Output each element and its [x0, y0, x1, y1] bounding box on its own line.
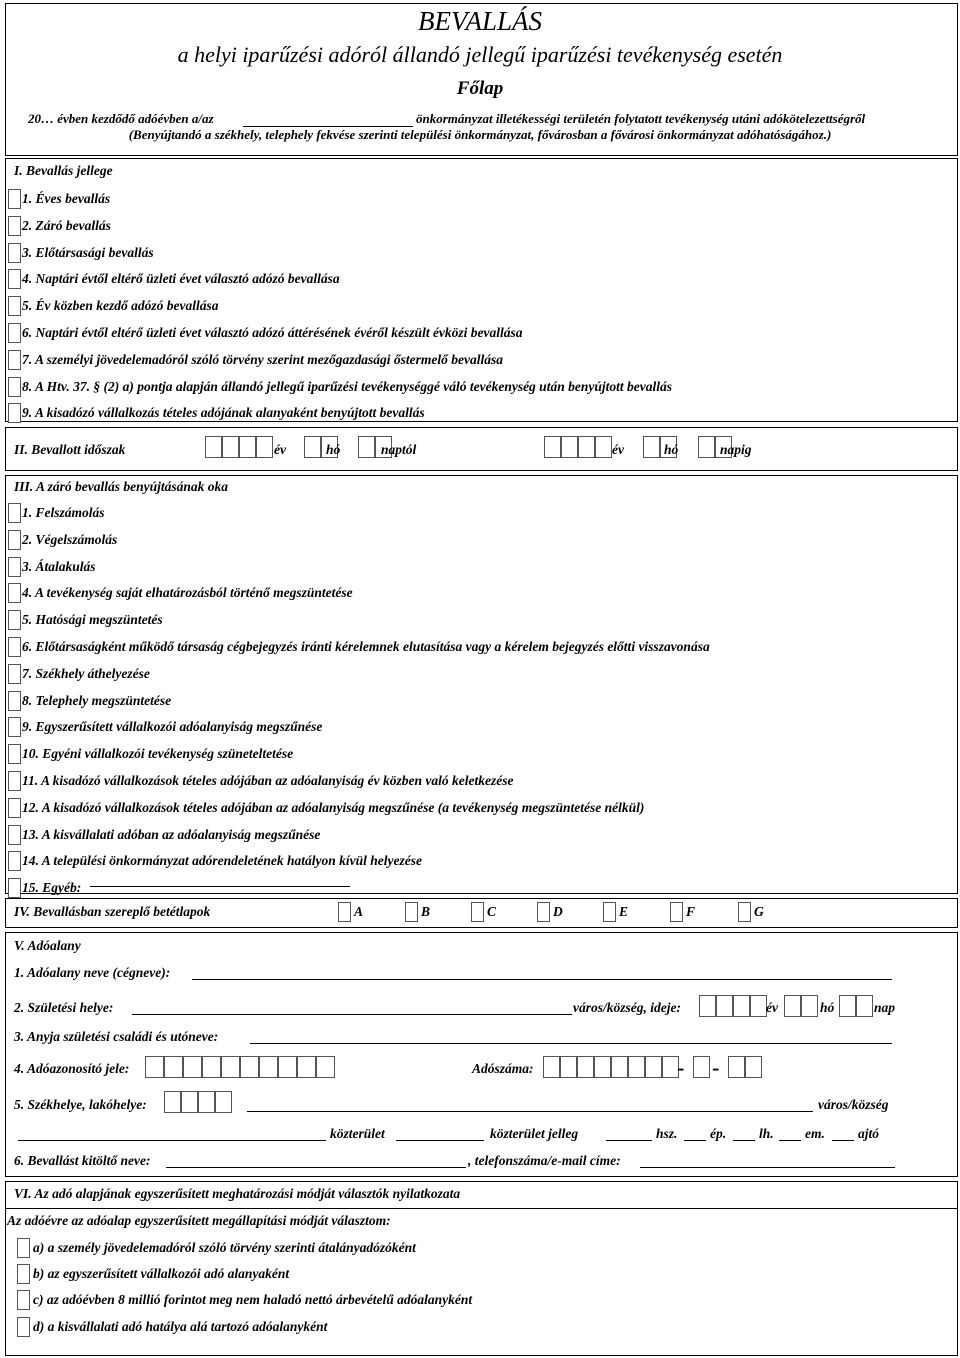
mother-name-field[interactable]: [250, 1043, 892, 1044]
to-year-box-4[interactable]: [595, 436, 612, 458]
closing-reason-checkbox-14[interactable]: [8, 851, 21, 871]
simplified-method-label-3: c) az adóévben 8 millió forintot meg nem haladó nettó árbevételű adóalanyként: [33, 1292, 473, 1308]
tax-id-box-2[interactable]: [164, 1056, 183, 1078]
zip-box-2[interactable]: [181, 1091, 198, 1113]
tax-number-box-2[interactable]: [560, 1056, 577, 1078]
taxpayer-name-field[interactable]: [192, 979, 892, 980]
to-year-box-3[interactable]: [578, 436, 595, 458]
seat-city-field[interactable]: [247, 1111, 813, 1112]
zip-box-3[interactable]: [198, 1091, 215, 1113]
tax-id-box-6[interactable]: [240, 1056, 259, 1078]
street-type-label: közterület jelleg: [490, 1126, 579, 1141]
tax-number-county-box-2[interactable]: [745, 1056, 762, 1078]
tax-id-box-7[interactable]: [259, 1056, 278, 1078]
birth-day-box-2[interactable]: [856, 995, 873, 1017]
seat-city-label: város/község: [818, 1097, 889, 1112]
birth-month-box-2[interactable]: [801, 995, 818, 1017]
to-day-label: napig: [720, 442, 752, 457]
closing-reason-label-11: 11. A kisadózó vállalkozások tételes adójában az adóalanyiság év közben való keletkezése: [22, 773, 514, 788]
tax-number-vat-box-1[interactable]: [693, 1056, 710, 1078]
birth-day-label: nap: [874, 1000, 896, 1015]
closing-reason-label-2: 2. Végelszámolás: [22, 531, 118, 547]
from-year-box-1[interactable]: [205, 436, 222, 458]
closing-reason-label-4: 4. A tevékenység saját elhatározásból történő megszüntetése: [22, 585, 353, 601]
section-6-title: VI. Az adó alapjának egyszerűsített meghatározási módját választók nyilatkozata: [14, 1186, 461, 1201]
filler-name-label: 6. Bevallást kitöltő neve:: [14, 1153, 151, 1168]
closing-reason-checkbox-9[interactable]: [8, 717, 21, 737]
birth-year-label: év: [766, 1000, 778, 1015]
closing-reason-label-3: 3. Átalakulás: [22, 558, 96, 574]
tax-number-box-1[interactable]: [543, 1056, 560, 1078]
simplified-method-label-1: a) a személy jövedelemadóról szóló törvény szerinti átalányadózóként: [33, 1240, 416, 1255]
birth-place-field[interactable]: [132, 1014, 572, 1015]
tax-id-box-8[interactable]: [278, 1056, 297, 1078]
tax-number-box-4[interactable]: [594, 1056, 611, 1078]
from-year-box-4[interactable]: [256, 436, 273, 458]
closing-reason-label-1: 1. Felszámolás: [22, 505, 105, 520]
floor-label: em.: [805, 1126, 825, 1141]
tax-number-box-7[interactable]: [645, 1056, 662, 1078]
closing-reason-label-8: 8. Telephely megszüntetése: [22, 692, 172, 708]
closing-reason-label-15: 15. Egyéb:: [22, 880, 82, 896]
simplified-method-checkbox-2[interactable]: [17, 1264, 30, 1284]
building-field[interactable]: [684, 1140, 706, 1141]
return-type-checkbox-3[interactable]: [8, 243, 21, 263]
return-type-checkbox-7[interactable]: [8, 350, 21, 370]
closing-reason-checkbox-1[interactable]: [8, 503, 21, 523]
closing-reason-checkbox-7[interactable]: [8, 664, 21, 684]
return-type-checkbox-8[interactable]: [8, 377, 21, 397]
insert-sheet-a-label: A: [354, 904, 364, 919]
insert-sheet-c-checkbox[interactable]: [471, 902, 484, 922]
filler-name-field[interactable]: [166, 1167, 466, 1168]
phone-email-field[interactable]: [640, 1167, 895, 1168]
birth-place-label: 2. Születési helye:: [14, 1000, 114, 1015]
to-year-box-2[interactable]: [561, 436, 578, 458]
insert-sheet-g-checkbox[interactable]: [738, 902, 751, 922]
insert-sheet-c-label: C: [487, 904, 497, 919]
tax-id-label: 4. Adóazonosító jele:: [14, 1061, 130, 1076]
insert-sheet-e-label: E: [619, 904, 629, 919]
mother-name-label: 3. Anyja születési családi és utóneve:: [14, 1029, 219, 1044]
section-3-title: III. A záró bevallás benyújtásának oka: [14, 479, 229, 494]
house-number-field[interactable]: [606, 1140, 652, 1141]
return-type-checkbox-2[interactable]: [8, 216, 21, 236]
return-type-checkbox-5[interactable]: [8, 296, 21, 316]
return-type-checkbox-6[interactable]: [8, 323, 21, 343]
simplified-method-checkbox-4[interactable]: [17, 1317, 30, 1337]
other-reason-field[interactable]: [90, 886, 350, 887]
return-type-label-4: 4. Naptári évtől eltérő üzleti évet választó adózó bevallása: [22, 271, 340, 287]
return-type-label-2: 2. Záró bevallás: [22, 217, 111, 233]
insert-sheet-f-checkbox[interactable]: [670, 902, 683, 922]
street-label: közterület: [330, 1126, 385, 1141]
staircase-label: lh.: [759, 1126, 774, 1141]
birth-year-box-1[interactable]: [699, 995, 716, 1017]
simplified-method-label-4: d) a kisvállalati adó hatálya alá tartozó adóalanyként: [33, 1318, 328, 1334]
closing-reason-checkbox-13[interactable]: [8, 825, 21, 845]
simplified-method-label-2: b) az egyszerűsített vállalkozói adó alanyaként: [33, 1266, 290, 1282]
closing-reason-label-6: 6. Előtársaságként működő társaság cégbejegyzés iránti kérelemnek elutasítása vagy a kérelem bejegyzés előtti visszavonása: [22, 639, 710, 654]
from-year-label: év: [274, 442, 286, 457]
to-month-label: hó: [664, 442, 679, 457]
from-day-label: naptól: [381, 442, 417, 457]
section-2-frame: [5, 427, 958, 471]
tax-id-box-5[interactable]: [221, 1056, 240, 1078]
birth-city-date-label: város/község, ideje:: [573, 1000, 681, 1015]
form-subtitle: a helyi iparűzési adóról állandó jellegű iparűzési tevékenység esetén: [177, 42, 783, 67]
insert-sheet-e-checkbox[interactable]: [603, 902, 616, 922]
closing-reason-label-9: 9. Egyszerűsített vállalkozói adóalanyiság megszűnése: [22, 719, 323, 735]
insert-sheet-d-label: D: [553, 904, 563, 919]
return-type-checkbox-1[interactable]: [8, 189, 21, 209]
return-type-label-9: 9. A kisadózó vállalkozás tételes adójának alanyaként benyújtott bevallás: [22, 405, 425, 421]
door-field[interactable]: [832, 1140, 854, 1141]
building-label: ép.: [710, 1126, 727, 1141]
tax-number-dash-2: -: [712, 1055, 720, 1080]
floor-field[interactable]: [779, 1140, 801, 1141]
return-type-label-1: 1. Éves bevallás: [22, 191, 111, 206]
tax-number-box-6[interactable]: [628, 1056, 645, 1078]
zip-box-4[interactable]: [215, 1091, 232, 1113]
seat-label: 5. Székhelye, lakóhelye:: [14, 1097, 147, 1112]
birth-year-box-4[interactable]: [750, 995, 767, 1017]
birth-year-box-3[interactable]: [733, 995, 750, 1017]
tax-number-county-box-1[interactable]: [728, 1056, 745, 1078]
return-type-checkbox-9[interactable]: [8, 403, 21, 423]
street-field[interactable]: [18, 1140, 326, 1141]
tax-number-dash-1: -: [677, 1055, 685, 1080]
insert-sheet-b-checkbox[interactable]: [405, 902, 418, 922]
insert-sheet-a-checkbox[interactable]: [338, 902, 351, 922]
closing-reason-label-12: 12. A kisadózó vállalkozások tételes adójában az adóalanyiság megszűnése (a tevékenység megszüntetése nélkül): [22, 799, 645, 815]
birth-day-box-1[interactable]: [839, 995, 856, 1017]
tax-number-box-5[interactable]: [611, 1056, 628, 1078]
return-type-label-8: 8. A Htv. 37. § (2) a) pontja alapján állandó jellegű iparűzési tevékenységgé váló tevékenység után benyújtott bevallás: [22, 378, 672, 394]
from-year-box-2[interactable]: [222, 436, 239, 458]
section-4-title: IV. Bevallásban szereplő betétlapok: [14, 904, 211, 919]
to-day-box-1[interactable]: [698, 436, 715, 458]
to-year-label: év: [612, 442, 624, 457]
return-type-checkbox-4[interactable]: [8, 269, 21, 289]
sheet-label: Főlap: [456, 78, 504, 99]
closing-reason-checkbox-6[interactable]: [8, 637, 21, 657]
birth-month-label: hó: [820, 1000, 835, 1015]
phone-email-label: , telefonszáma/e-mail címe:: [468, 1153, 621, 1168]
birth-month-box-1[interactable]: [784, 995, 801, 1017]
return-type-label-6: 6. Naptári évtől eltérő üzleti évet választó adózó áttérésének évéről készült évközi bevallása: [22, 325, 523, 340]
from-month-label: hó: [326, 442, 341, 457]
year-line-right: önkormányzat illetékességi területén folytatott tevékenység utáni adókötelezettségről: [416, 111, 866, 126]
section-1-title: I. Bevallás jellege: [14, 163, 113, 178]
closing-reason-label-7: 7. Székhely áthelyezése: [22, 665, 150, 681]
section-6-intro: Az adóévre az adóalap egyszerűsített megállapítási módját választom:: [7, 1213, 391, 1228]
tax-id-box-1[interactable]: [145, 1056, 164, 1078]
closing-reason-checkbox-2[interactable]: [8, 530, 21, 550]
form-title: BEVALLÁS: [418, 6, 542, 36]
tax-id-box-10[interactable]: [316, 1056, 335, 1078]
tax-id-box-3[interactable]: [183, 1056, 202, 1078]
door-label: ajtó: [858, 1126, 880, 1141]
taxpayer-name-label: 1. Adóalany neve (cégneve):: [14, 965, 171, 980]
return-type-label-5: 5. Év közben kezdő adózó bevallása: [22, 298, 219, 314]
section-2-title: II. Bevallott időszak: [14, 442, 126, 457]
submission-note: (Benyújtandó a székhely, telephely fekvése szerinti települési önkormányzat, fővárosban a fővárosi önkormányzat adóhatóságához.): [128, 127, 832, 142]
insert-sheet-b-label: B: [421, 904, 431, 919]
section-6-divider: [5, 1208, 958, 1209]
return-type-label-7: 7. A személyi jövedelemadóról szóló törvény szerint mezőgazdasági őstermelő bevallása: [22, 351, 503, 367]
simplified-method-checkbox-1[interactable]: [17, 1238, 30, 1258]
insert-sheet-f-label: F: [686, 904, 696, 919]
closing-reason-label-14: 14. A települési önkormányzat adórendeletének hatályon kívül helyezése: [22, 853, 422, 869]
closing-reason-label-10: 10. Egyéni vállalkozói tevékenység szüneteltetése: [22, 746, 294, 762]
to-month-box-1[interactable]: [643, 436, 660, 458]
return-type-label-3: 3. Előtársasági bevallás: [22, 244, 154, 260]
closing-reason-checkbox-11[interactable]: [8, 771, 21, 791]
from-month-box-1[interactable]: [304, 436, 321, 458]
tax-id-box-9[interactable]: [297, 1056, 316, 1078]
year-line-left: 20… évben kezdődő adóévben a/az: [28, 111, 214, 126]
closing-reason-checkbox-12[interactable]: [8, 798, 21, 818]
from-year-box-3[interactable]: [239, 436, 256, 458]
street-type-field[interactable]: [396, 1140, 484, 1141]
closing-reason-label-13: 13. A kisvállalati adóban az adóalanyiság megszűnése: [22, 826, 321, 842]
tax-number-label: Adószáma:: [472, 1061, 534, 1076]
closing-reason-checkbox-15[interactable]: [8, 878, 21, 898]
closing-reason-checkbox-10[interactable]: [8, 744, 21, 764]
closing-reason-checkbox-4[interactable]: [8, 583, 21, 603]
tax-number-box-3[interactable]: [577, 1056, 594, 1078]
closing-reason-checkbox-8[interactable]: [8, 691, 21, 711]
simplified-method-checkbox-3[interactable]: [17, 1290, 30, 1310]
zip-box-1[interactable]: [164, 1091, 181, 1113]
insert-sheet-d-checkbox[interactable]: [537, 902, 550, 922]
closing-reason-label-5: 5. Hatósági megszüntetés: [22, 612, 163, 628]
closing-reason-checkbox-3[interactable]: [8, 557, 21, 577]
tax-id-box-4[interactable]: [202, 1056, 221, 1078]
from-day-box-1[interactable]: [358, 436, 375, 458]
section-5-title: V. Adóalany: [14, 938, 81, 953]
staircase-field[interactable]: [733, 1140, 755, 1141]
to-year-box-1[interactable]: [544, 436, 561, 458]
closing-reason-checkbox-5[interactable]: [8, 610, 21, 630]
insert-sheet-g-label: G: [754, 904, 764, 919]
house-number-label: hsz.: [656, 1126, 678, 1141]
birth-year-box-2[interactable]: [716, 995, 733, 1017]
